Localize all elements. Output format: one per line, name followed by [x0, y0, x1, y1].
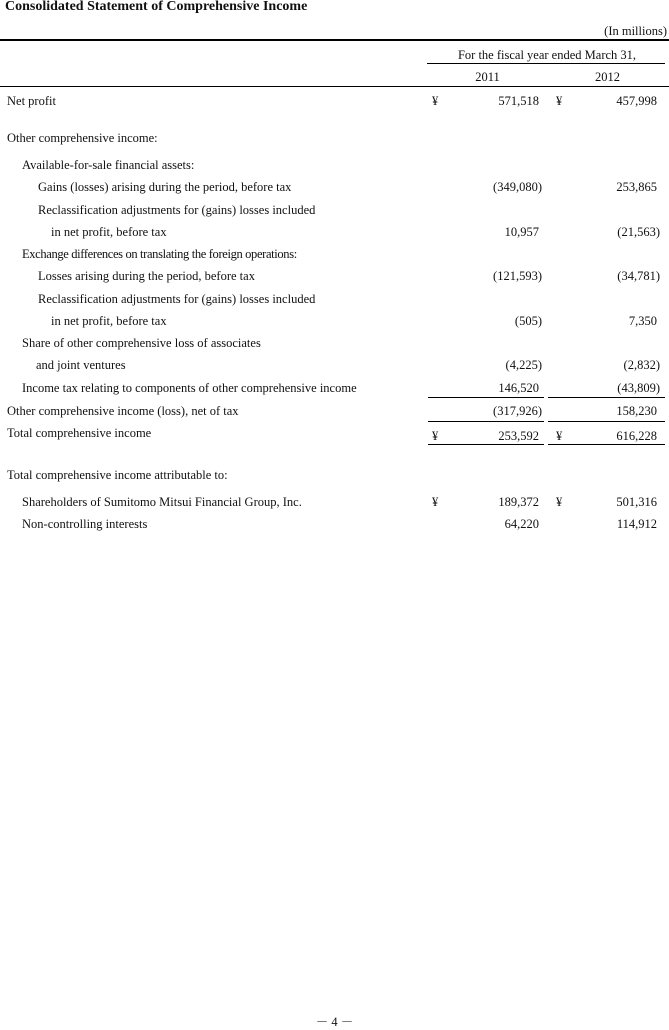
row-label: Total comprehensive income — [7, 426, 152, 440]
row-label: and joint ventures — [36, 358, 126, 372]
value-2011: 64,220 — [504, 517, 539, 531]
value-2011: (317,926) — [493, 404, 542, 418]
row-attributable-header — [0, 467, 669, 483]
row-income-tax — [0, 380, 669, 396]
yen-symbol: ¥ — [556, 94, 563, 108]
value-2012: (43,809) — [617, 381, 660, 395]
row-afs-gains — [0, 179, 669, 195]
value-2012: (34,781) — [617, 269, 660, 283]
row-associates-2 — [0, 357, 669, 373]
row-afs-reclass-1 — [0, 202, 669, 218]
row-fx-header — [0, 246, 669, 262]
value-2011: (505) — [514, 314, 542, 328]
top-rule — [0, 39, 669, 41]
row-label: in net profit, before tax — [51, 225, 167, 239]
value-2011: (4,225) — [505, 358, 542, 372]
row-non-controlling — [0, 516, 669, 532]
fiscal-year-header: For the fiscal year ended March 31, — [457, 48, 637, 62]
value-2012: 616,228 — [616, 429, 657, 443]
row-label: Reclassification adjustments for (gains) losses included — [38, 203, 316, 217]
fiscal-year-rule — [427, 63, 665, 64]
units-note: (In millions) — [604, 24, 667, 38]
row-label: Shareholders of Sumitomo Mitsui Financial Group, Inc. — [22, 495, 302, 509]
grand-total-rule-2011 — [428, 444, 544, 445]
row-fx-losses — [0, 268, 669, 284]
row-label: Reclassification adjustments for (gains) losses included — [38, 292, 316, 306]
value-2012: 457,998 — [616, 94, 657, 108]
row-oci-net — [0, 403, 669, 419]
row-shareholders — [0, 494, 669, 510]
row-label: Exchange differences on translating the foreign operations: — [22, 247, 297, 261]
statement-title: Consolidated Statement of Comprehensive Income — [5, 0, 308, 14]
row-associates-1 — [0, 335, 669, 351]
value-2012: 114,912 — [616, 517, 657, 531]
column-header-2011: 2011 — [475, 70, 500, 84]
yen-symbol: ¥ — [432, 429, 439, 443]
yen-symbol: ¥ — [556, 495, 563, 509]
row-net-profit — [0, 93, 669, 109]
row-oci-header — [0, 130, 669, 146]
row-label: Share of other comprehensive loss of associates — [22, 336, 261, 350]
value-2011: 10,957 — [504, 225, 539, 239]
value-2012: (21,563) — [617, 225, 660, 239]
row-label: Other comprehensive income (loss), net of tax — [7, 404, 239, 418]
grand-total-rule-2012 — [548, 444, 665, 445]
header-rule — [0, 86, 669, 87]
row-label: Losses arising during the period, before tax — [38, 269, 255, 283]
value-2012: (2,832) — [623, 358, 660, 372]
value-2011: (121,593) — [493, 269, 542, 283]
row-label: Income tax relating to components of other comprehensive income — [22, 381, 357, 395]
row-label: Gains (losses) arising during the period, before tax — [38, 180, 292, 194]
yen-symbol: ¥ — [432, 94, 439, 108]
value-2011: 146,520 — [498, 381, 539, 395]
yen-symbol: ¥ — [556, 429, 563, 443]
value-2012: 253,865 — [616, 180, 657, 194]
total-rule-2012 — [548, 421, 665, 422]
yen-symbol: ¥ — [432, 495, 439, 509]
row-fx-reclass-1 — [0, 291, 669, 307]
value-2011: 189,372 — [498, 495, 539, 509]
row-label: Non-controlling interests — [22, 517, 148, 531]
subtotal-rule-2012 — [548, 397, 665, 398]
page-number: － 4 － — [315, 1015, 354, 1029]
value-2011: 253,592 — [498, 429, 539, 443]
value-2012: 158,230 — [616, 404, 657, 418]
value-2012: 7,350 — [628, 314, 657, 328]
column-header-2012: 2012 — [595, 70, 620, 84]
row-afs-header — [0, 157, 669, 173]
row-label: Other comprehensive income: — [7, 131, 158, 145]
row-label: Net profit — [7, 94, 56, 108]
value-2012: 501,316 — [616, 495, 657, 509]
row-label: Available-for-sale financial assets: — [22, 158, 195, 172]
row-label: Total comprehensive income attributable to: — [7, 468, 228, 482]
row-afs-reclass-2 — [0, 224, 669, 240]
total-rule-2011 — [428, 421, 544, 422]
value-2011: 571,518 — [498, 94, 539, 108]
row-total-ci-values — [0, 428, 669, 444]
value-2011: (349,080) — [493, 180, 542, 194]
subtotal-rule-2011 — [428, 397, 544, 398]
row-label: in net profit, before tax — [51, 314, 167, 328]
row-fx-reclass-2 — [0, 313, 669, 329]
